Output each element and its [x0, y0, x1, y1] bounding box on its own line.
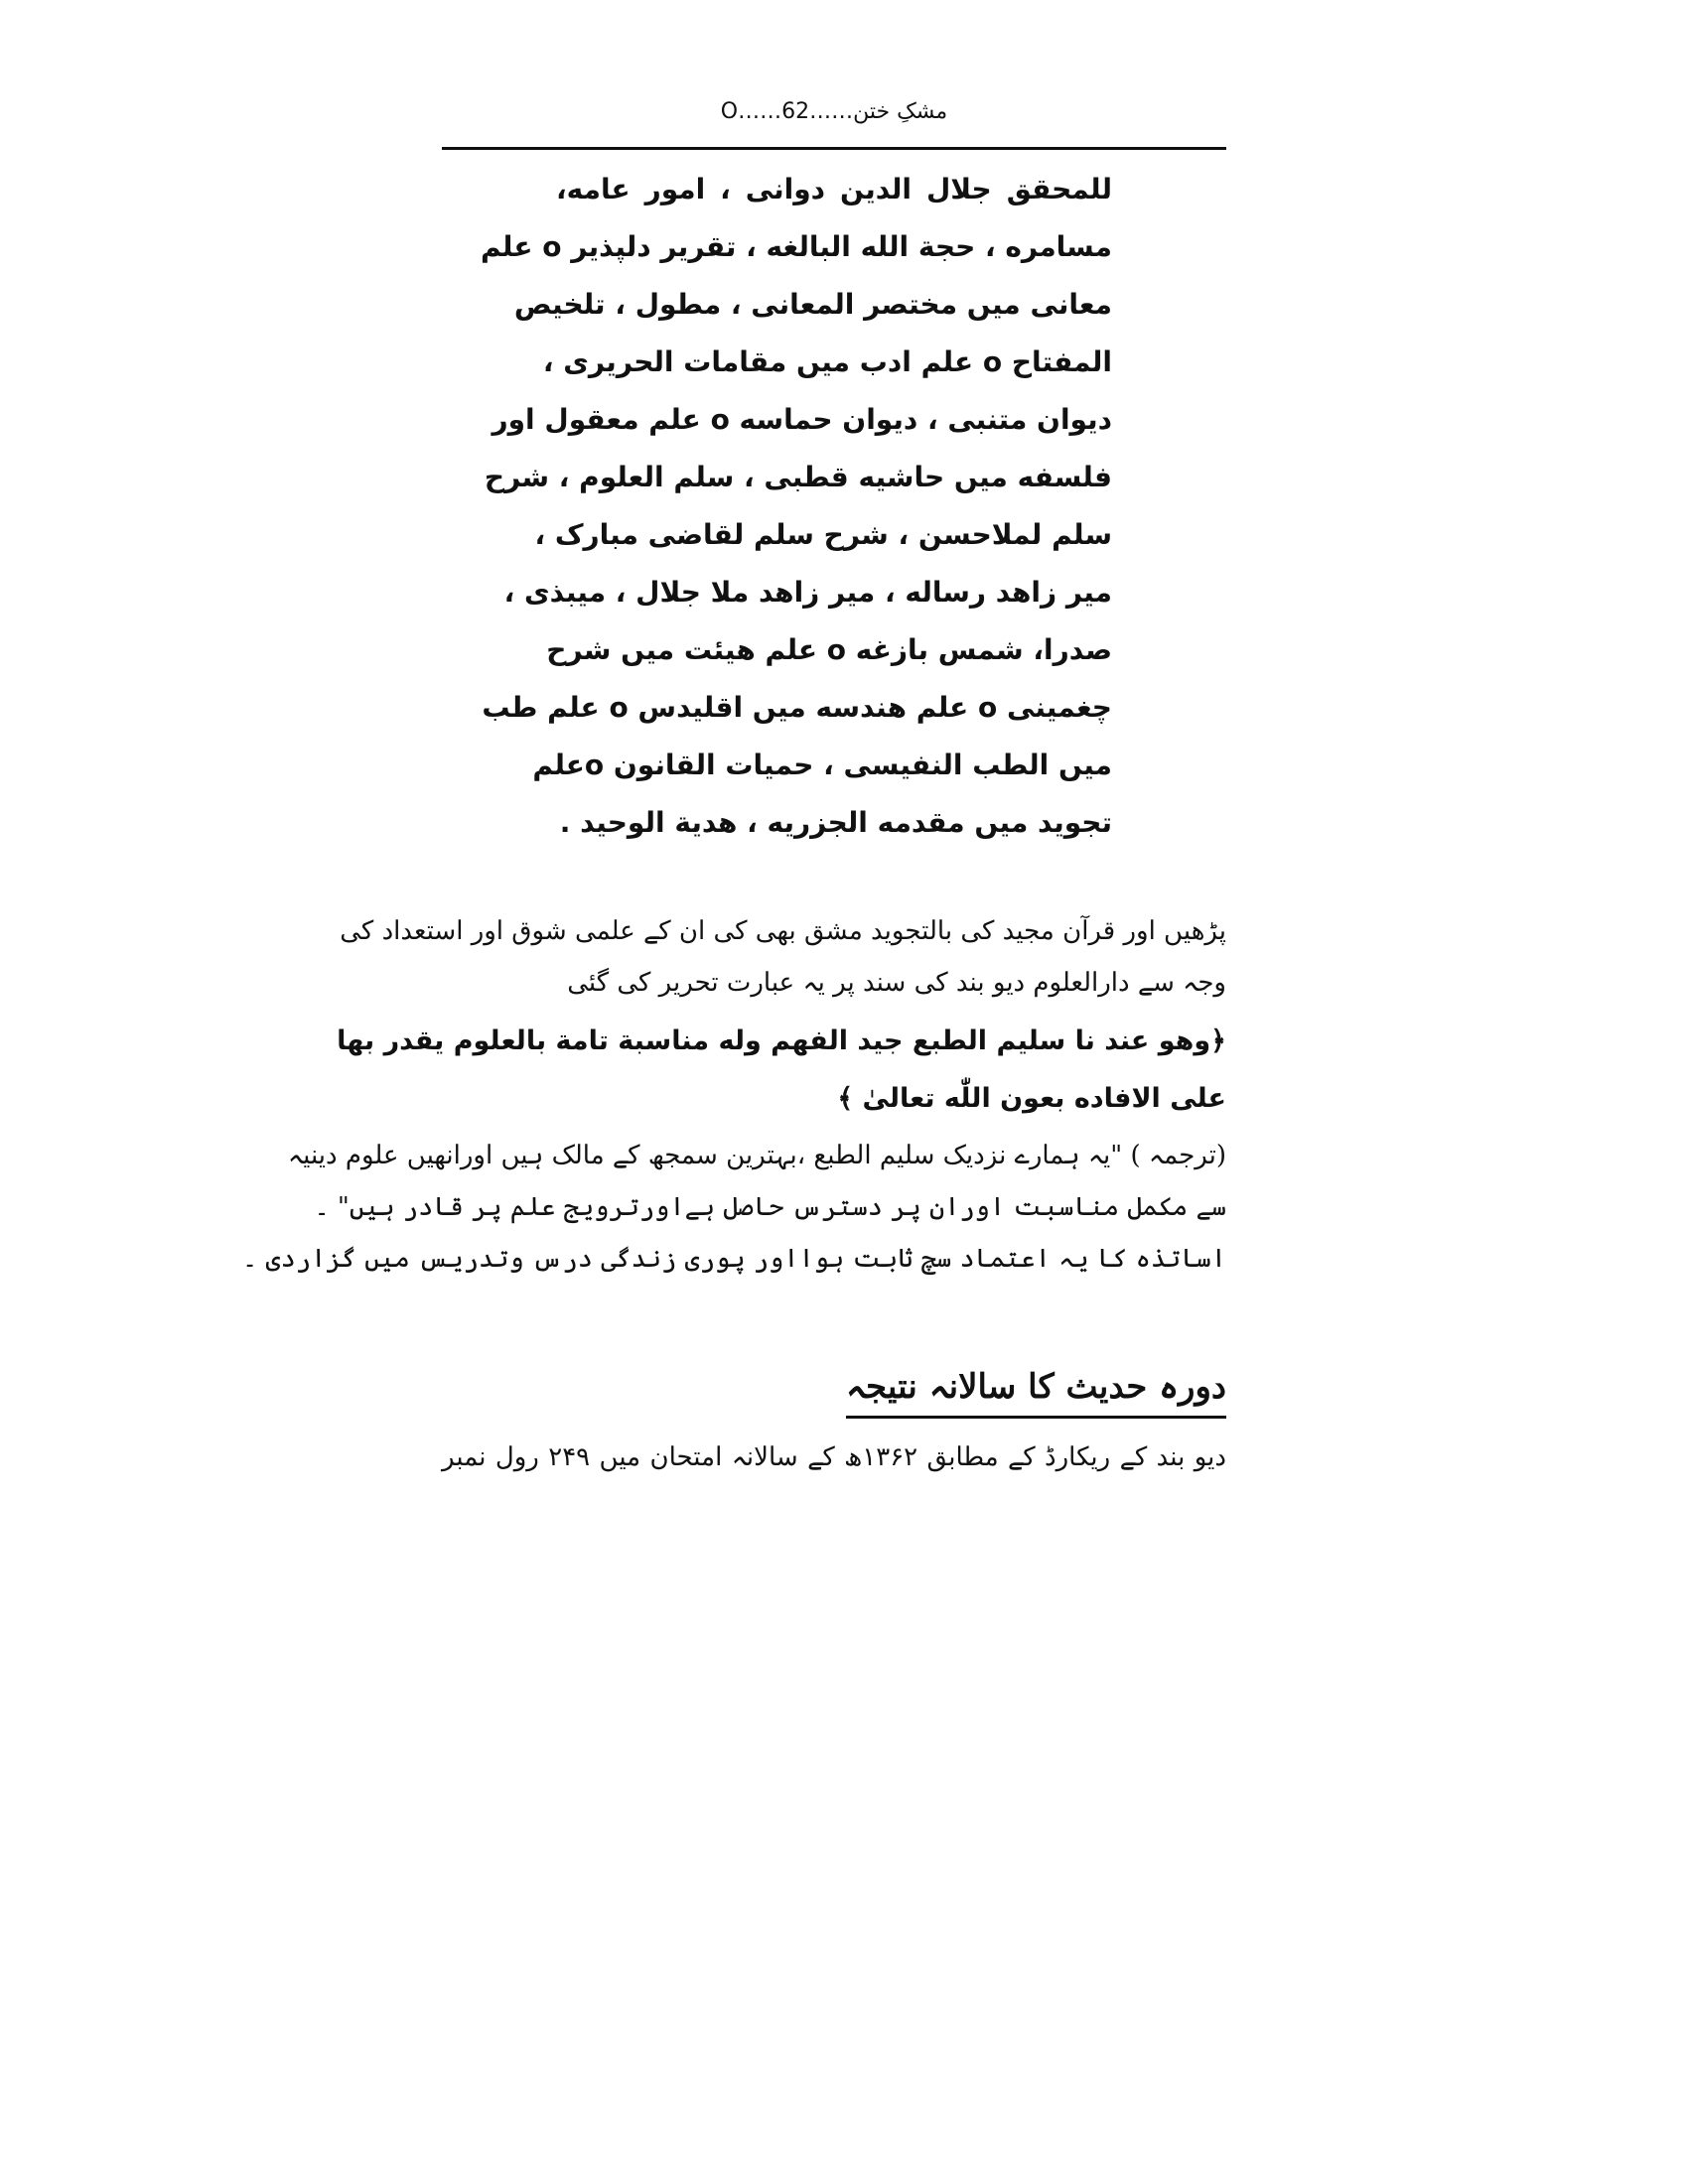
header-rule [442, 147, 1226, 150]
book-list-line: میں الطب النفیسی ، حمیات القانون oعلم [532, 749, 1112, 781]
translation [241, 1130, 1226, 1285]
section-heading-text: دورہ حدیث کا سالانہ نتیجہ [846, 1360, 1226, 1419]
paragraph-line: پڑھیں اور قرآن مجید کی بالتجوید مشق بھی کی ان کے علمی شوق اور استعداد کی [340, 916, 1226, 946]
section-body [442, 1432, 1226, 1483]
paragraph-line: وجہ سے دارالعلوم دیو بند کی سند پر یہ عبارت تحریر کی گئی [567, 968, 1226, 998]
book-list-line: معانی میں مختصر المعانی ، مطول ، تلخیص [513, 288, 1112, 321]
translation-line: (ترجمہ ) "یہ ہمارے نزدیک سلیم الطبع ،بہترین سمجھ کے مالک ہیں اورانھیں علوم دینیہ [287, 1141, 1226, 1170]
page-header [442, 99, 1226, 139]
running-title: مشکِ ختن [853, 99, 948, 124]
book-list-line: للمحقق جلال الدین دوانی ، امور عامه، [556, 173, 1112, 205]
section-first-line: دیو بند کے ریکارڈ کے مطابق ۱۳۶۲ھ کے سالانہ امتحان میں ۲۴۹ رول نمبر [442, 1442, 1226, 1472]
book-list [480, 161, 1112, 852]
translation-line: سے مکمل مناسبت اوران پر دسترس حاصل ہےاورترویج علم پر قادر ہیں" ۔ [314, 1192, 1226, 1222]
quote-line: ﴿وهو عند نا سلیم الطبع جید الفهم وله مناسبة تامة بالعلوم یقدر بها [337, 1025, 1226, 1056]
book-list-line: صدرا، شمس بازغه o علم هیئت میں شرح [546, 633, 1112, 666]
book-list-line: المفتاح o علم ادب میں مقامات الحریری ، [542, 345, 1112, 378]
book-list-line: دیوان متنبی ، دیوان حماسه o علم معقول اور [492, 403, 1112, 436]
translation-line: اساتذہ کا یہ اعتماد سچ ثابت ہوااور پوری زندگی درس وتدریس میں گزاردی ۔ [241, 1244, 1226, 1274]
page-number: 62 [781, 99, 810, 124]
book-list-line: چغمینی o علم هندسه میں اقلیدس o علم طب [482, 691, 1112, 724]
book-list-line: سلم لملاحسن ، شرح سلم لقاضی مبارک ، [534, 518, 1112, 551]
quote-line: علی الافاده بعون اللّٰه تعالیٰ ﴾ [837, 1083, 1226, 1114]
book-list-line: میر زاهد رساله ، میر زاهد ملا جلال ، میبذی ، [503, 576, 1112, 609]
header-separator: ……O…… [720, 99, 854, 124]
book-list-line: مسامره ، حجة الله البالغه ، تقریر دلپذیر o علم [480, 230, 1112, 263]
book-list-line: تجوید میں مقدمه الجزریه ، هدیة الوحید . [559, 806, 1112, 839]
paragraph-1 [340, 905, 1226, 1009]
book-list-line: فلسفه میں حاشیه قطبی ، سلم العلوم ، شرح [484, 461, 1112, 493]
arabic-quote [337, 1013, 1226, 1128]
section-heading [442, 1360, 1226, 1420]
